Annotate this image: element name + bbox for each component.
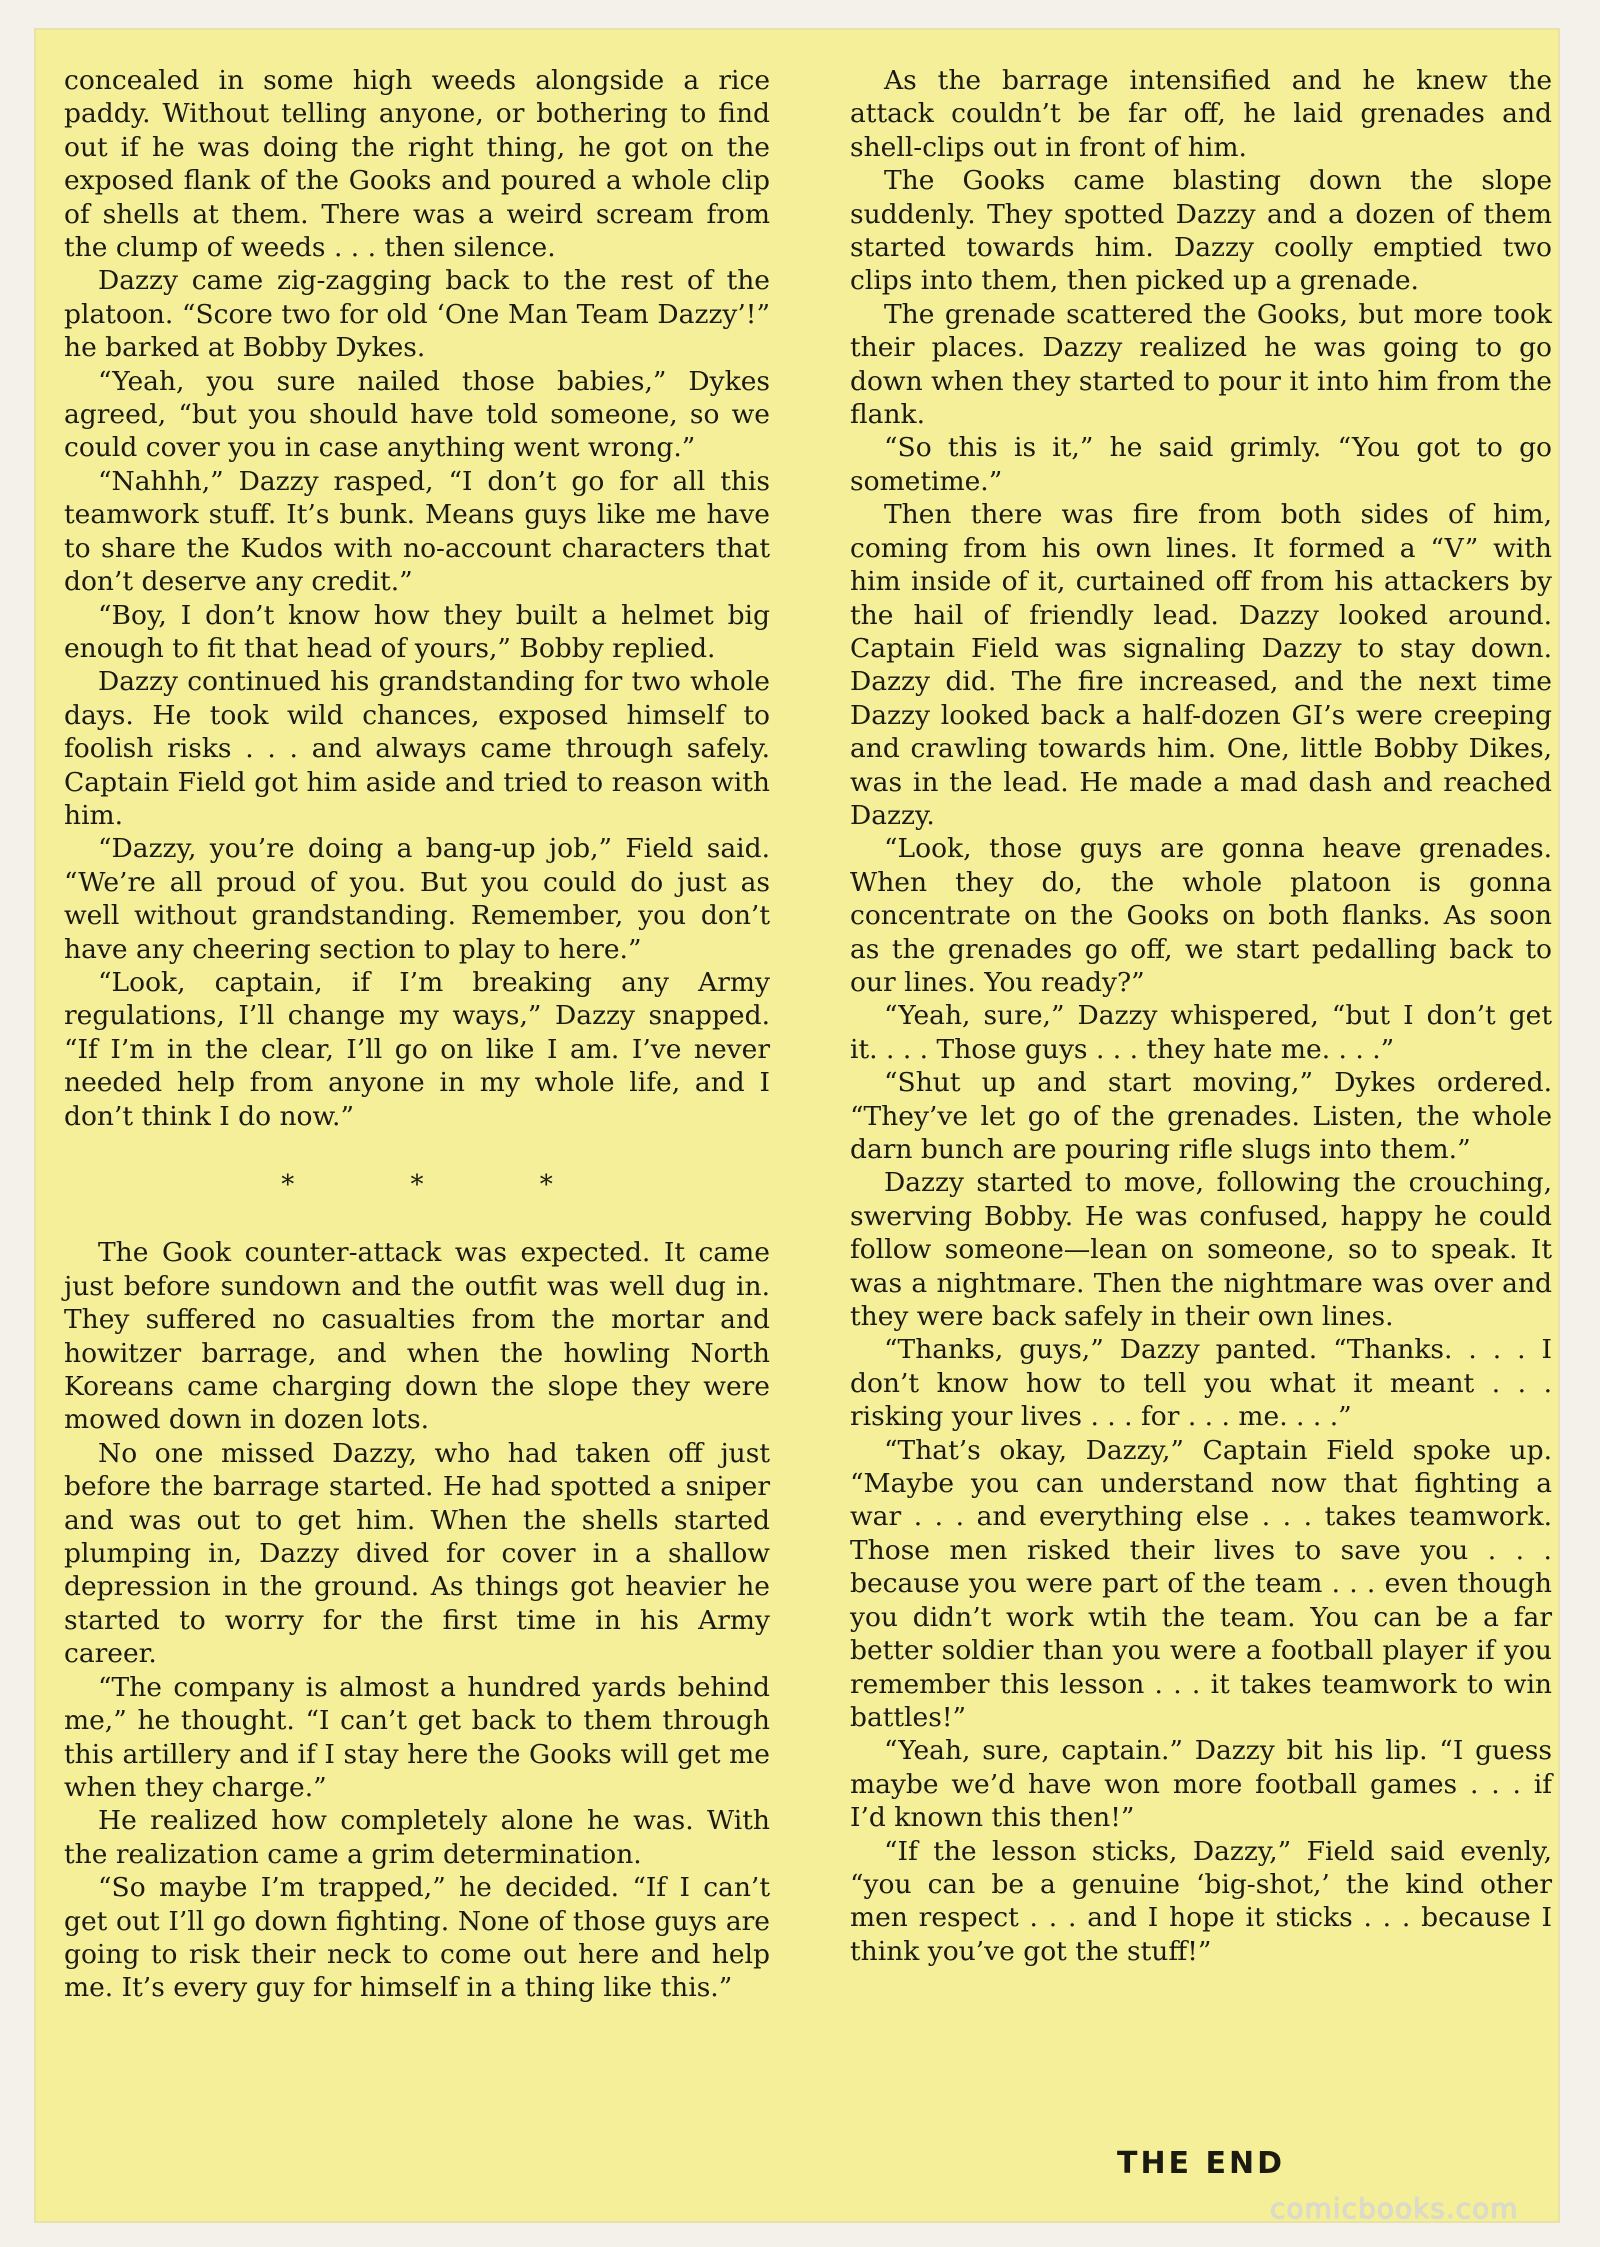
paragraph: Then there was fire from both sides of him, coming from his own lines. It formed a “V” with him inside of it, curtained off from his attackers by the hail of friendly lead. Dazzy looked around. Captain Field was signaling Dazzy to stay down. Dazzy did. The fire increased, and the next time Dazzy looked back a half-dozen GI’s were creeping and crawling towards him. One, little Bobby Dikes, was in the lead. He made a mad dash and reached Dazzy. — [850, 499, 1552, 831]
paragraph: He realized how completely alone he was. With the realization came a grim determination. — [64, 1805, 770, 1870]
paragraph: The Gook counter-attack was expected. It came just before sundown and the outfit was well dug in. They suffered no casualties from the mortar and howitzer barrage, and when the howling North Koreans came charging down the slope they were mowed down in dozen lots. — [64, 1237, 770, 1436]
paragraph: “Thanks, guys,” Dazzy panted. “Thanks. . . . I don’t know how to tell you what it meant . . . risking your lives . . . for . . . me. . . .” — [850, 1334, 1552, 1433]
paragraph: “If the lesson sticks, Dazzy,” Field said evenly, “you can be a genuine ‘big-shot,’ the kind other men respect . . . and I hope it sticks . . . because I think you’ve got the stuff!” — [850, 1835, 1552, 1967]
paragraph: “So maybe I’m trapped,” he decided. “If I can’t get out I’ll go down fighting. None of those guys are going to risk their neck to come out here and help me. It’s every guy for himself in a thing like this.” — [64, 1872, 770, 2004]
paragraph: “The company is almost a hundred yards behind me,” he thought. “I can’t get back to them through this artillery and if I stay here the Gooks will get me when they charge.” — [64, 1671, 770, 1803]
story-page — [34, 28, 1560, 2223]
paragraph: The Gooks came blasting down the slope suddenly. They spotted Dazzy and a dozen of them started towards him. Dazzy coolly emptied two clips into them, then picked up a grenade. — [850, 165, 1552, 297]
paragraph: “Yeah, you sure nailed those babies,” Dykes agreed, “but you should have told someone, so we could cover you in case anything went wrong.” — [64, 365, 770, 464]
site-watermark: comicbooks.com — [1270, 2192, 1519, 2225]
paragraph: Dazzy came zig-zagging back to the rest of the platoon. “Score two for old ‘One Man Team Dazzy’!” he barked at Bobby Dykes. — [64, 265, 770, 364]
paragraph: No one missed Dazzy, who had taken off just before the barrage started. He had spotted a sniper and was out to get him. When the shells started plumping in, Dazzy dived for cover in a shallow depression in the ground. As things got heavier he started to worry for the first time in his Army career. — [64, 1437, 770, 1670]
paragraph: As the barrage intensified and he knew the attack couldn’t be far off, he laid grenades and shell-clips out in front of him. — [850, 65, 1552, 163]
paragraph: “Yeah, sure,” Dazzy whispered, “but I don’t get it. . . . Those guys . . . they hate me. . . .” — [850, 1000, 1552, 1065]
paragraph: “Dazzy, you’re doing a bang-up job,” Field said. “We’re all proud of you. But you could do just as well without grandstanding. Remember, you don’t have any cheering section to play to here.” — [64, 833, 770, 965]
paragraph: “So this is it,” he said grimly. “You got to go sometime.” — [850, 432, 1552, 497]
paragraph: Dazzy started to move, following the crouching, swerving Bobby. He was confused, happy he could follow someone—lean on someone, so to speak. It was a nightmare. Then the nightmare was over and they were back safely in their own lines. — [850, 1167, 1552, 1333]
paragraph: concealed in some high weeds alongside a rice paddy. Without telling anyone, or bothering to find out if he was doing the right thing, he got on the exposed flank of the Gooks and poured a whole clip of shells at them. There was a weird scream from the clump of weeds . . . then silence. — [64, 65, 770, 264]
paragraph: “Look, those guys are gonna heave grenades. When they do, the whole platoon is gonna concentrate on the Gooks on both flanks. As soon as the grenades go off, we start pedalling back to our lines. You ready?” — [850, 833, 1552, 998]
paragraph: “Nahhh,” Dazzy rasped, “I don’t go for all this teamwork stuff. It’s bunk. Means guys like me have to share the Kudos with no-account characters that don’t deserve any credit.” — [64, 465, 770, 598]
section-divider: * * * — [281, 1170, 607, 1200]
paragraph: “That’s okay, Dazzy,” Captain Field spoke up. “Maybe you can understand now that fighting a war . . . and everything else . . . takes teamwork. Those men risked their lives to save you . . . because you were part of the team . . . even though you didn’t work wtih the team. You can be a far better soldier than you were a football player if you remember this lesson . . . it takes teamwork to win battles!” — [850, 1434, 1552, 1733]
paragraph: “Boy, I don’t know how they built a helmet big enough to fit that head of yours,” Bobby replied. — [64, 599, 770, 664]
paragraph: “Look, captain, if I’m breaking any Army regulations, I’ll change my ways,” Dazzy snapped. “If I’m in the clear, I’ll go on like I am. I’ve never needed help from anyone in my whole life, and I don’t think I do now.” — [64, 966, 770, 1132]
the-end-footer: THE END — [1116, 2146, 1285, 2181]
paragraph: The grenade scattered the Gooks, but more took their places. Dazzy realized he was going to go down when they started to pour it into him from the flank. — [850, 298, 1552, 431]
paragraph: “Yeah, sure, captain.” Dazzy bit his lip. “I guess maybe we’d have won more football games . . . if I’d known this then!” — [850, 1735, 1552, 1834]
paragraph: Dazzy continued his grandstanding for two whole days. He took wild chances, exposed himself to foolish risks . . . and always came through safely. Captain Field got him aside and tried to reason with him. — [64, 666, 770, 831]
paragraph: “Shut up and start moving,” Dykes ordered. “They’ve let go of the grenades. Listen, the whole darn bunch are pouring rifle slugs into them.” — [850, 1067, 1552, 1165]
left-column — [64, 64, 770, 2005]
right-column — [850, 64, 1552, 1968]
